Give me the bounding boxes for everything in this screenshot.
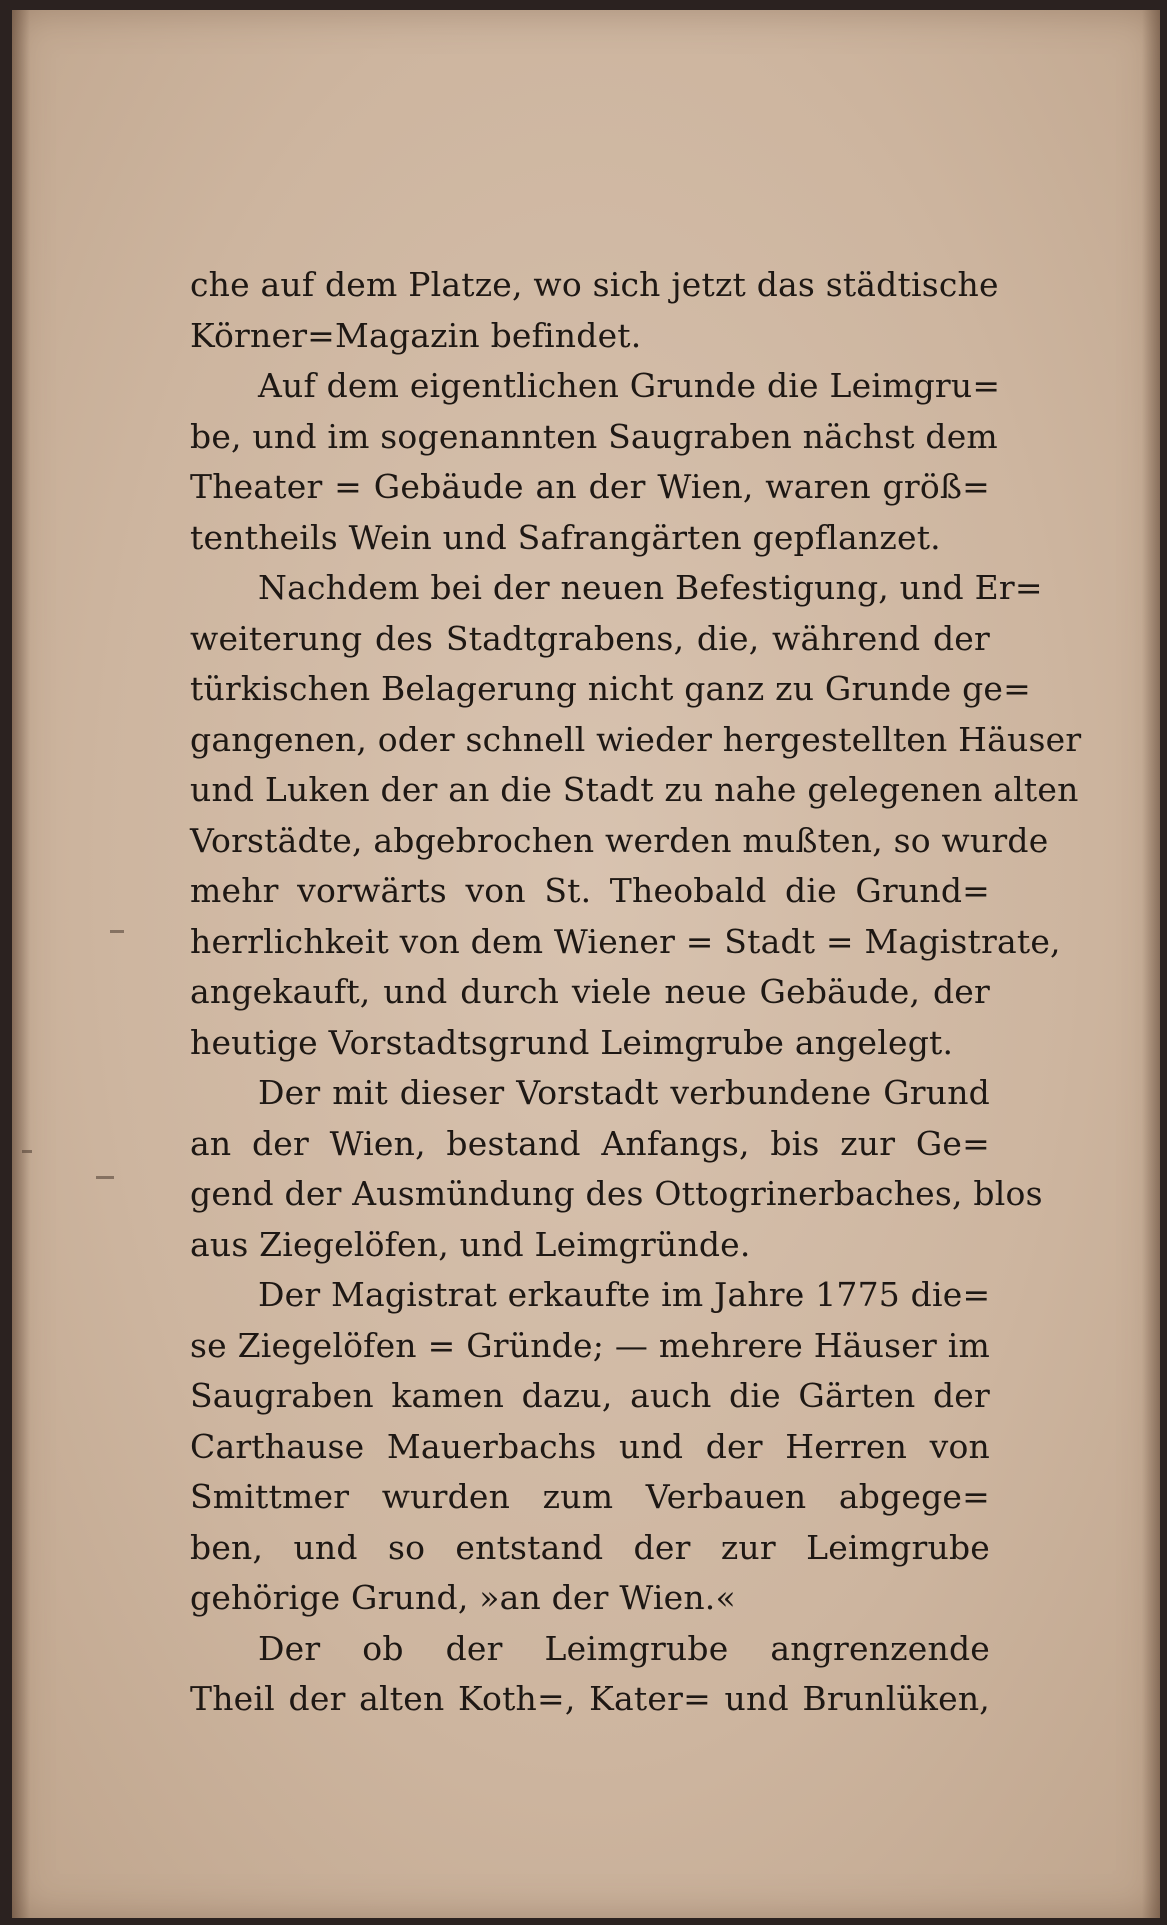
text-line: Theater = Gebäude an der Wien, waren größ= — [190, 467, 990, 506]
text-line: und Luken der an die Stadt zu nahe gelegenen alten — [190, 770, 1079, 809]
text-line: Körner=Magazin befindet. — [190, 315, 642, 355]
text-line: Nachdem bei der neuen Befestigung, und Er= — [258, 568, 1043, 607]
text-line: an der Wien, bestand Anfangs, bis zur Ge= — [190, 1123, 990, 1163]
text-line: be, und im sogenannten Saugraben nächst dem — [190, 416, 998, 456]
page-left-shadow — [12, 10, 30, 1918]
text-line: che auf dem Platze, wo sich jetzt das städtische — [190, 265, 999, 304]
text-line: herrlichkeit von dem Wiener = Stadt = Magistrate, — [190, 921, 1061, 961]
text-line: angekauft, und durch viele neue Gebäude, der — [190, 972, 990, 1011]
text-line: Vorstädte, abgebrochen werden mußten, so wurde — [190, 820, 1049, 860]
text-line: se Ziegelöfen = Gründe; — mehrere Häuser im — [190, 1325, 990, 1365]
ink-speck — [22, 1150, 32, 1153]
text-line: Carthause Mauerbachs und der Herren von — [190, 1426, 990, 1466]
text-line: tentheils Wein und Safrangärten gepflanzet. — [190, 517, 941, 557]
text-line: gangenen, oder schnell wieder hergestellten Häuser — [190, 719, 1082, 759]
page-right-shadow — [1142, 10, 1160, 1918]
text-line: Der ob der Leimgrube angrenzende — [258, 1628, 990, 1668]
text-line: weiterung des Stadtgrabens, die, während der — [190, 618, 990, 658]
text-line: Der mit dieser Vorstadt verbundene Grund — [258, 1073, 990, 1112]
page-text — [190, 260, 1082, 1725]
text-line: Auf dem eigentlichen Grunde die Leimgru= — [258, 366, 1001, 405]
text-line: mehr vorwärts von St. Theobald die Grund= — [190, 871, 990, 910]
text-line: ben, und so entstand der zur Leimgrube — [190, 1527, 990, 1567]
text-line: türkischen Belagerung nicht ganz zu Grunde ge= — [190, 669, 1031, 708]
text-line: Theil der alten Koth=, Kater= und Brunlüken, — [190, 1679, 990, 1718]
text-line: Saugraben kamen dazu, auch die Gärten der — [190, 1376, 990, 1415]
text-line: gehörige Grund, »an der Wien.« — [190, 1578, 736, 1617]
text-line: gend der Ausmündung des Ottogrinerbaches, blos — [190, 1174, 1043, 1213]
text-line: aus Ziegelöfen, und Leimgründe. — [190, 1224, 751, 1264]
ink-speck — [110, 930, 124, 933]
text-line: Der Magistrat erkaufte im Jahre 1775 die= — [258, 1275, 991, 1314]
text-line: Smittmer wurden zum Verbauen abgege= — [190, 1477, 990, 1516]
book-page — [12, 10, 1160, 1918]
text-line: heutige Vorstadtsgrund Leimgrube angelegt. — [190, 1022, 954, 1062]
ink-speck — [96, 1176, 114, 1179]
